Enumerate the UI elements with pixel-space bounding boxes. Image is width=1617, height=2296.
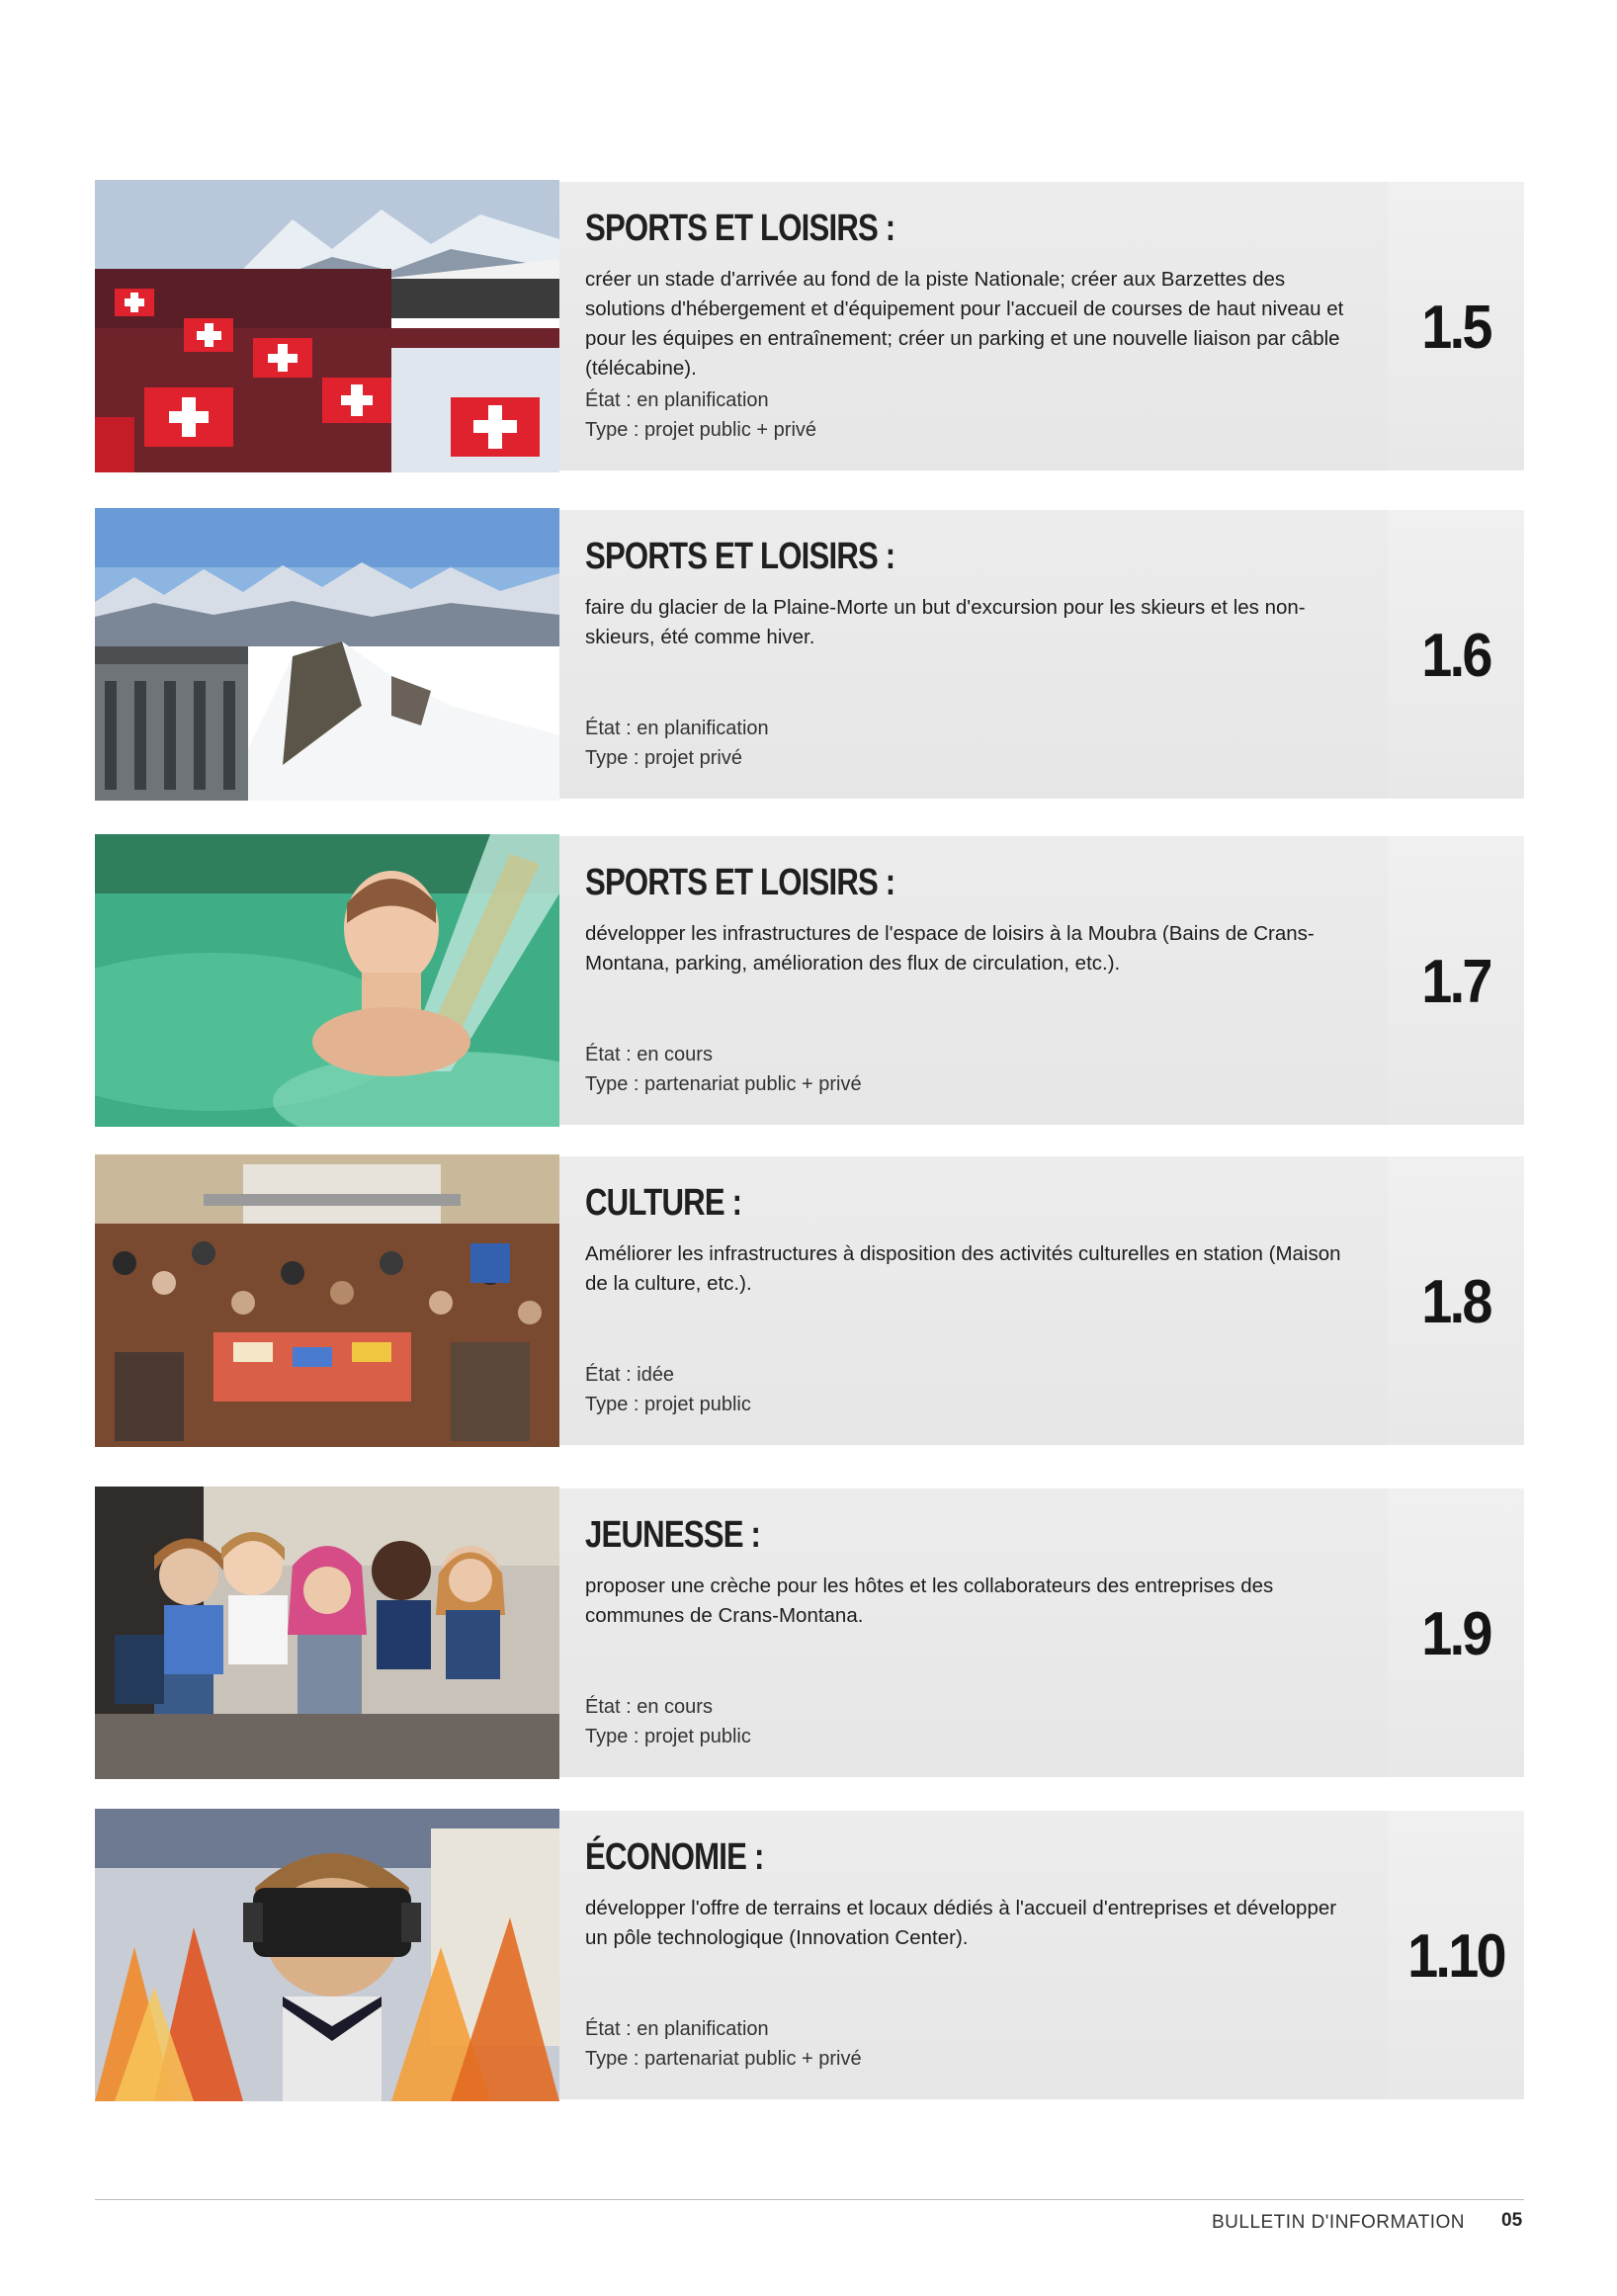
project-number: 1.7 <box>1421 948 1490 1016</box>
project-number: 1.8 <box>1421 1268 1490 1336</box>
project-type: Type : partenariat public + privé <box>585 1073 862 1095</box>
footer-divider <box>95 2199 1524 2200</box>
project-meta <box>585 1040 862 1099</box>
project-row <box>95 1154 1524 1447</box>
project-number: 1.5 <box>1421 294 1490 362</box>
project-status: État : en cours <box>585 1696 713 1718</box>
page-number: 05 <box>1501 2210 1523 2231</box>
project-type: Type : partenariat public + privé <box>585 2048 862 2070</box>
project-meta <box>585 1692 751 1751</box>
project-description: faire du glacier de la Plaine-Morte un but d'excursion pour les skieurs et les non-skieurs, été comme hiver. <box>585 596 1306 648</box>
project-number: 1.6 <box>1421 622 1490 690</box>
project-category: ÉCONOMIE : <box>585 1836 764 1878</box>
project-status: État : en cours <box>585 1044 713 1065</box>
project-status: État : en planification <box>585 2018 769 2040</box>
project-type: Type : projet privé <box>585 747 742 769</box>
project-status: État : idée <box>585 1364 675 1386</box>
project-type: Type : projet public <box>585 1394 751 1415</box>
project-row <box>95 508 1524 801</box>
project-category: SPORTS ET LOISIRS : <box>585 862 895 903</box>
vr-headset-photo <box>95 1809 559 2101</box>
project-number-box <box>1388 1156 1524 1445</box>
project-meta <box>585 714 769 773</box>
project-card <box>559 1488 1453 1777</box>
project-type: Type : projet public + privé <box>585 419 817 441</box>
project-card <box>559 510 1453 799</box>
thermal-bath-photo <box>95 834 559 1127</box>
ski-stadium-photo <box>95 180 559 472</box>
children-photo <box>95 1487 559 1779</box>
project-card <box>559 1811 1453 2099</box>
project-description: proposer une crèche pour les hôtes et les collaborateurs des entreprises des communes de Crans-Montana. <box>585 1574 1274 1627</box>
project-card <box>559 836 1453 1125</box>
project-number: 1.9 <box>1421 1600 1490 1668</box>
project-description: développer l'offre de terrains et locaux dédiés à l'accueil d'entreprises et développer un pôle technologique (Innovation Center). <box>585 1897 1337 1949</box>
project-number-box <box>1388 1488 1524 1777</box>
project-number-box <box>1388 1811 1524 2099</box>
project-card <box>559 1156 1453 1445</box>
project-row <box>95 1809 1524 2101</box>
project-number-box <box>1388 182 1524 470</box>
project-meta <box>585 385 816 445</box>
project-number-box <box>1388 836 1524 1125</box>
project-type: Type : projet public <box>585 1726 751 1747</box>
project-card <box>559 182 1453 470</box>
project-number-box <box>1388 510 1524 799</box>
project-category: CULTURE : <box>585 1182 742 1224</box>
project-row <box>95 180 1524 472</box>
footer-label: BULLETIN D'INFORMATION <box>1211 2212 1465 2233</box>
project-meta <box>585 2014 862 2074</box>
project-description: développer les infrastructures de l'espace de loisirs à la Moubra (Bains de Crans-Montana, parking, amélioration des flux de circulation, etc.). <box>585 922 1315 975</box>
cultural-hall-photo <box>95 1154 559 1447</box>
project-description: créer un stade d'arrivée au fond de la piste Nationale; créer aux Barzettes des solutions d'hébergement et d'équipement pour l'accueil de courses de haut niveau et pour les équipes en entraînement; créer un parking et une nouvelle liaison par câble (télécabine). <box>585 268 1344 380</box>
project-status: État : en planification <box>585 389 769 411</box>
project-meta <box>585 1360 751 1419</box>
project-description: Améliorer les infrastructures à disposition des activités culturelles en station (Maison de la culture, etc.). <box>585 1242 1341 1295</box>
project-row <box>95 834 1524 1127</box>
project-row <box>95 1487 1524 1779</box>
glacier-photo <box>95 508 559 801</box>
project-number: 1.10 <box>1407 1922 1504 1991</box>
project-category: SPORTS ET LOISIRS : <box>585 536 895 577</box>
project-category: SPORTS ET LOISIRS : <box>585 208 895 249</box>
project-status: État : en planification <box>585 718 769 739</box>
project-category: JEUNESSE : <box>585 1514 761 1556</box>
